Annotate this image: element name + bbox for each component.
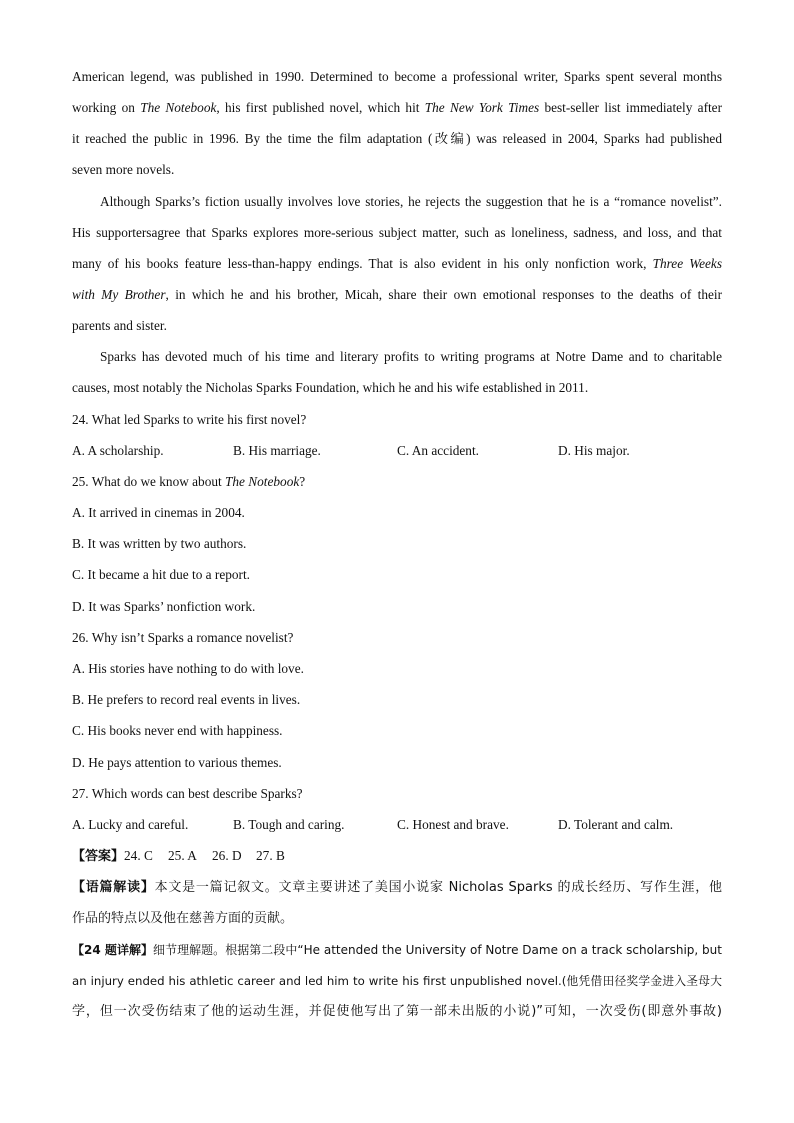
question-26-option-c: C. His books never end with happiness. (72, 723, 283, 738)
question-25-option-b: B. It was written by two authors. (72, 536, 247, 551)
passage-p2-line5: parents and sister. (72, 318, 167, 333)
question-24-option-a: A. A scholarship. (72, 443, 164, 458)
text-span: working on (72, 100, 141, 115)
question-25-stem (72, 474, 722, 490)
question-25-option-a: A. It arrived in cinemas in 2004. (72, 505, 245, 520)
question-27-option-b: B. Tough and caring. (233, 817, 345, 832)
text-span: 细节理解题。根据第二段中“He attended the University of Notre Dame on a track scholarship, but (153, 943, 722, 957)
book-title: The Notebook (225, 474, 300, 489)
question-26-stem: 26. Why isn’t Sparks a romance novelist? (72, 630, 294, 645)
text-span: , in which he and his brother, Micah, share their own emotional responses to the deaths of their (165, 287, 723, 302)
newspaper-title: The New York Times (424, 100, 540, 115)
passage-p1-line3: it reached the public in 1996. By the time the film adaptation (改编) was released in 2004, Sparks had published (72, 131, 722, 146)
passage-p1-line2 (72, 100, 722, 116)
explanation-label: 【语篇解读】 (72, 880, 155, 895)
question-27-option-c: C. Honest and brave. (397, 817, 509, 832)
passage-p2-line2: His supportersagree that Sparks explores more-serious subject matter, such as loneliness, sadness, and loss, and that (72, 225, 722, 240)
passage-p2-line1: Although Sparks’s fiction usually involves love stories, he rejects the suggestion that he is a “romance novelist”. (100, 194, 722, 209)
question-24-option-d: D. His major. (558, 443, 630, 458)
question-25-option-c: C. It became a hit due to a report. (72, 567, 250, 582)
detail24-line1 (72, 942, 722, 958)
question-27-option-a: A. Lucky and careful. (72, 817, 189, 832)
detail24-label: 【24 题详解】 (72, 943, 154, 957)
question-26-option-d: D. He pays attention to various themes. (72, 755, 282, 770)
passage-p3-line1: Sparks has devoted much of his time and literary profits to writing programs at Notre Dame and to charitable (100, 349, 722, 364)
passage-p1-line1: American legend, was published in 1990. Determined to become a professional writer, Sparks spent several months (72, 69, 722, 84)
answer-25: 25. A (168, 848, 197, 863)
passage-p3-line2: causes, most notably the Nicholas Sparks Foundation, which he and his wife established in 2011. (72, 380, 589, 395)
question-24-option-b: B. His marriage. (233, 443, 321, 458)
question-27-option-d: D. Tolerant and calm. (558, 817, 674, 832)
passage-p2-line4 (72, 287, 722, 303)
passage-p1-line4: seven more novels. (72, 162, 175, 177)
answer-label: 【答案】 (72, 849, 125, 864)
explanation-line1 (72, 880, 722, 896)
question-24-option-c: C. An accident. (397, 443, 479, 458)
text-span: many of his books feature less-than-happy endings. That is also evident in his only nonfiction work, (72, 256, 653, 271)
book-title: Three Weeks (652, 256, 722, 271)
text-span: best-seller list immediately after (539, 100, 723, 115)
question-26-option-b: B. He prefers to record real events in lives. (72, 692, 301, 707)
question-26-option-a: A. His stories have nothing to do with love. (72, 661, 304, 676)
book-title: The Notebook (140, 100, 217, 115)
text-span: , his first published novel, which hit (216, 100, 425, 115)
answer-24: 24. C (124, 848, 153, 863)
answer-27: 27. B (256, 848, 285, 863)
text-span: 25. What do we know about (72, 474, 226, 489)
book-title: with My Brother (72, 287, 166, 302)
detail24-line2: an injury ended his athletic career and led him to write his first unpublished novel.(他凭借田径奖学金进入圣母大 (72, 974, 722, 988)
passage-p2-line3 (72, 256, 722, 272)
explanation-line2: 作品的特点以及他在慈善方面的贡献。 (72, 911, 294, 926)
question-25-option-d: D. It was Sparks’ nonfiction work. (72, 599, 256, 614)
text-span: 本文是一篇记叙文。文章主要讲述了美国小说家 Nicholas Sparks 的成长经历、写作生涯，他 (154, 880, 722, 895)
answer-key (72, 848, 722, 865)
question-24-stem: 24. What led Sparks to write his first novel? (72, 412, 307, 427)
answer-26: 26. D (212, 848, 242, 863)
question-27-stem: 27. Which words can best describe Sparks? (72, 786, 303, 801)
detail24-line3: 学，但一次受伤结束了他的运动生涯，并促使他写出了第一部未出版的小说)”可知，一次受伤(即意外事故) (72, 1004, 722, 1019)
text-span: ? (299, 474, 306, 489)
